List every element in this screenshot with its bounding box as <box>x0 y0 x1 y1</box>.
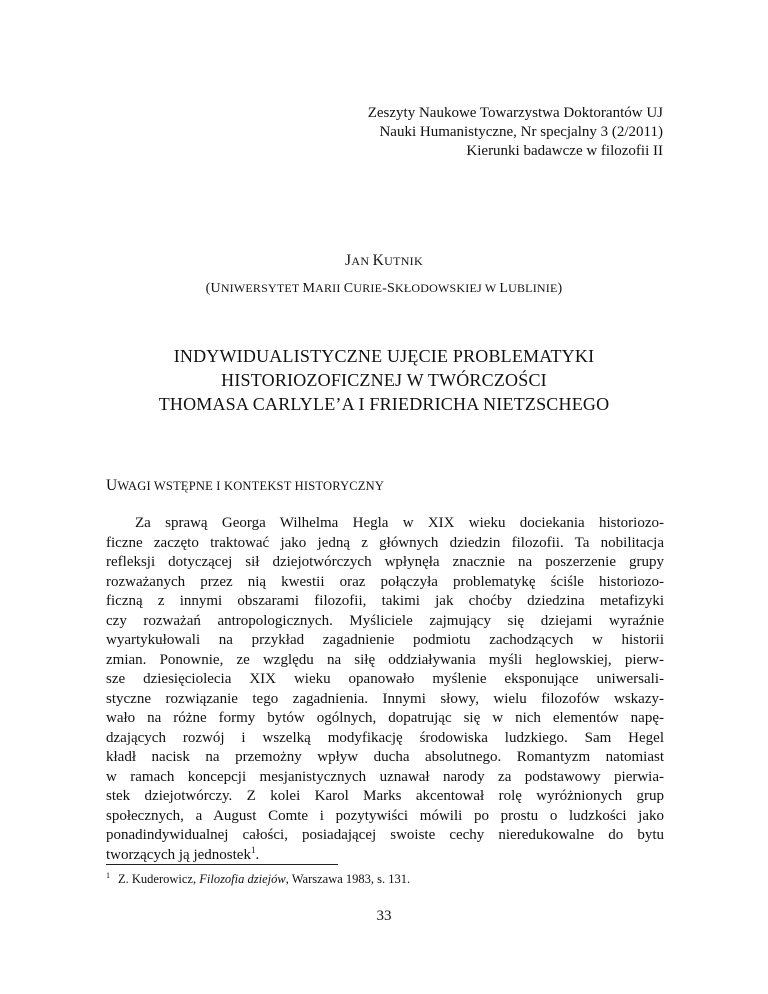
aff-part: -S <box>382 281 395 296</box>
aff-part: URIE <box>353 281 383 295</box>
title-line-3: THOMASA CARLYLE’A I FRIEDRICHA NIETZSCHEGO <box>158 394 610 414</box>
section-heading <box>106 477 384 495</box>
aff-part: L <box>499 281 509 296</box>
author-initial-2: K <box>372 252 385 269</box>
article-title <box>0 344 768 416</box>
page-number: 33 <box>376 908 392 924</box>
text-line: dzających rozwój i wszelką modyfikację środowiska ludzkiego. Sam Hegel <box>106 729 664 746</box>
author-smallcaps-2: UTNIK <box>384 254 423 268</box>
body-paragraph <box>106 514 664 865</box>
aff-part: ARII <box>315 281 344 295</box>
text-line: ficzną z innymi obszarami filozofii, takimi jak choćby dziedzina metafizyki <box>106 593 664 609</box>
text-line: kładł nacisk na przemożny wpływ ducha absolutnego. Romantyzm natomiast <box>106 749 664 765</box>
text-line: refleksji dotyczącej sił dziejotwórczych wpłynęła znacznie na poszerzenie grupy <box>106 554 664 570</box>
text-line: ponadindywidualnej całości, posiadającej swoiste cechy nieredukowalne do bytu <box>106 827 664 843</box>
footnote <box>106 872 410 887</box>
text-line-last <box>106 846 664 866</box>
text-line: czy rozważań antropologicznych. Myśliciele zajmujący się dziejami wyraźnie <box>106 612 664 629</box>
section-initial: U <box>106 477 118 494</box>
text-line: społecznych, a August Comte i pozytywiści mówili po prostu o ludzkości jako <box>106 807 664 824</box>
footnote-reference[interactable]: 1 <box>250 844 256 855</box>
journal-name: Zeszyty Naukowe Towarzystwa Doktorantów UJ <box>367 105 663 121</box>
footnote-prefix: Z. Kuderowicz, <box>118 872 200 886</box>
text-line: zmian. Ponownie, ze względu na siłę oddziaływania myśli heglowskiej, pierw- <box>106 651 664 668</box>
journal-issue: Nauki Humanistyczne, Nr specjalny 3 (2/2011) <box>379 124 663 140</box>
text-line: rozważanych przez nią kwestii oraz połączyła problematykę ściśle historiozo- <box>106 573 664 590</box>
aff-part: UBLINIE <box>508 281 558 295</box>
text-line: Za sprawą Georga Wilhelma Hegla w XIX wieku dociekania historiozo- <box>135 515 664 531</box>
text-line: w ramach koncepcji mesjanistycznych uznawał narody za podstawowy pierwia- <box>106 768 664 785</box>
journal-volume-title: Kierunki badawcze w filozofii II <box>466 143 663 159</box>
text-line: sze dziesięciolecia XIX wieku opanowało myślenie eksponujące uniwersali- <box>106 671 664 687</box>
aff-part: C <box>343 281 354 296</box>
last-line-text: tworzących ją jednostek <box>106 846 251 863</box>
aff-part: (U <box>205 281 221 296</box>
journal-header <box>243 104 663 161</box>
title-line-1: INDYWIDUALISTYCZNE UJĘCIE PROBLEMATYKI <box>173 346 595 366</box>
title-line-2: HISTORIOZOFICZNEJ W TWÓRCZOŚCI <box>221 370 547 390</box>
text-line: styczne rozwiązanie tego zagadnienia. Innymi słowy, wielu filozofów wskazy- <box>106 690 664 707</box>
text-line: stek dziejotwórczy. Z kolei Karol Marks akcentował rolę wyróżnionych grup <box>106 788 664 804</box>
last-line-end: . <box>255 846 260 863</box>
aff-part: KŁODOWSKIEJ W <box>394 281 500 295</box>
aff-part: NIWERSYTET <box>220 281 303 295</box>
author-affiliation <box>0 281 768 297</box>
footnote-divider <box>106 864 338 865</box>
author-initial-1: J <box>345 252 352 269</box>
aff-part: M <box>302 281 316 296</box>
author-name <box>0 252 768 270</box>
footnote-suffix: , Warszawa 1983, s. 131. <box>285 872 411 886</box>
text-line: wyartykułowali na przykład zagadnienie podmiotu zachodzących w historii <box>106 632 664 648</box>
section-smallcaps: WAGI WSTĘPNE I KONTEKST HISTORYCZNY <box>117 479 385 493</box>
footnote-book-title: Filozofia dziejów <box>199 872 286 886</box>
text-line: ficzne zaczęto traktować jako jedną z głównych dziedzin filozofii. Ta nobilitacja <box>106 534 664 551</box>
author-smallcaps-1: AN <box>351 254 373 268</box>
aff-part: ) <box>557 281 563 296</box>
footnote-mark: 1 <box>106 870 110 880</box>
text-line: wało na różne formy bytów ogólnych, dopatrując się w nich elementów napę- <box>106 710 664 726</box>
